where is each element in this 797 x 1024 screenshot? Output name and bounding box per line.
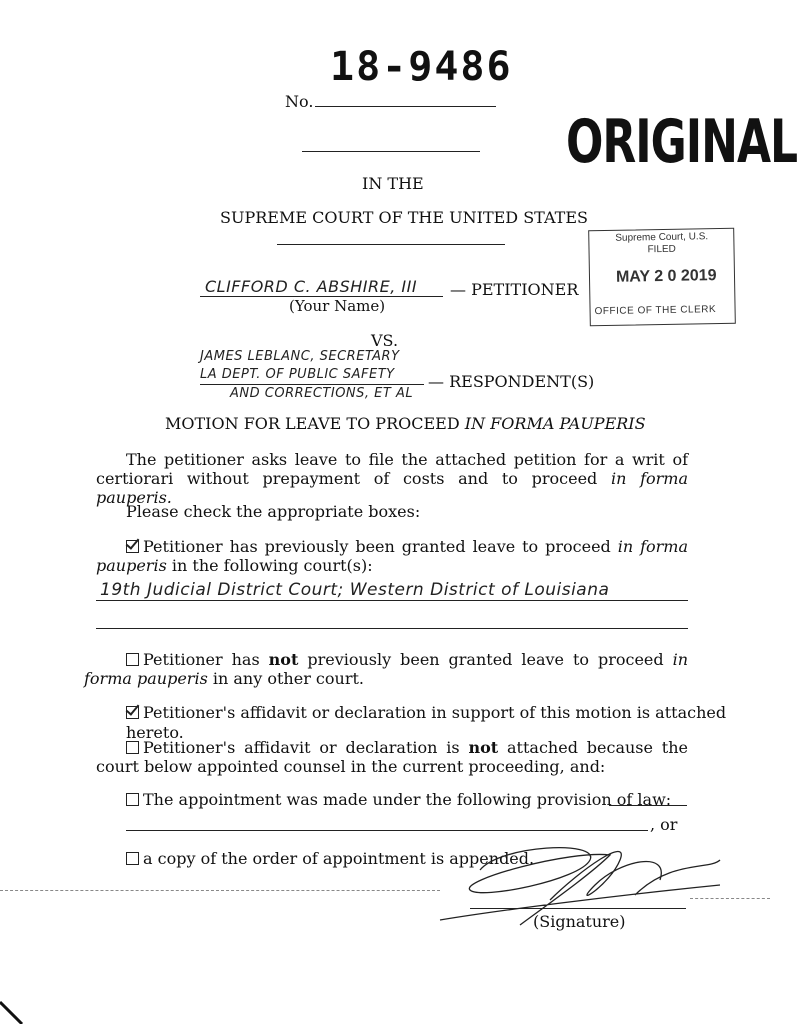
- court-name: SUPREME COURT OF THE UNITED STATES: [220, 208, 588, 227]
- header-divider: [302, 151, 480, 152]
- stamp-date: MAY 2 0 2019: [615, 267, 717, 286]
- respondent-line1: JAMES LEBLANC, SECRETARY: [200, 349, 400, 364]
- motion-title: [165, 414, 646, 434]
- case-number-line: [315, 106, 496, 107]
- or-text: , or: [650, 815, 678, 834]
- petitioner-caption: (Your Name): [289, 297, 386, 315]
- petitioner-role: — PETITIONER: [450, 280, 579, 299]
- option2-a: Petitioner has: [143, 650, 260, 669]
- versus-label: VS.: [371, 331, 399, 350]
- option6-checkbox[interactable]: [126, 852, 139, 865]
- option2-bold: not: [268, 650, 299, 669]
- intro-paragraph: [96, 450, 688, 507]
- scan-corner-mark: [0, 994, 30, 1024]
- respondent-role: — RESPONDENT(S): [428, 372, 595, 391]
- option4-a: Petitioner's affidavit or declaration is: [143, 738, 460, 757]
- signature-line: [470, 908, 686, 909]
- option2-c: in any other court.: [212, 669, 364, 688]
- option4: [96, 738, 688, 776]
- option1-handwritten: 19th Judicial District Court; Western District of Louisiana: [100, 580, 610, 600]
- respondent-line2: LA DEPT. OF PUBLIC SAFETY: [200, 367, 395, 382]
- option5-text: The appointment was made under the following provision of law:: [143, 790, 672, 809]
- option6-text: a copy of the order of appointment is appended.: [143, 849, 535, 868]
- option1-text: Petitioner has previously been granted leave to proceed: [143, 537, 611, 556]
- option5: [126, 790, 671, 810]
- stamp-line1: Supreme Court, U.S.: [615, 231, 709, 244]
- intro-text: The petitioner asks leave to file the attached petition for a writ of certiorari without prepayment of costs and to proceed: [96, 450, 688, 488]
- option2-b: previously been granted leave to proceed: [307, 650, 664, 669]
- case-number: 18-9486: [330, 44, 513, 90]
- option1-line2: [96, 628, 688, 629]
- stamp-line2: FILED: [647, 243, 676, 256]
- option1-line1: [96, 600, 688, 601]
- petitioner-name: CLIFFORD C. ABSHIRE, III: [205, 277, 418, 296]
- option2: [84, 650, 688, 688]
- original-stamp: ORIGINAL: [566, 108, 797, 177]
- respondent-line3: AND CORRECTIONS, ET AL: [230, 386, 414, 401]
- option4-b: attached because the court below appointed counsel in the current proceeding, and:: [96, 738, 688, 776]
- signature-caption: (Signature): [533, 912, 626, 931]
- in-the-heading: IN THE: [362, 174, 424, 193]
- motion-title-prefix: MOTION FOR LEAVE TO PROCEED: [165, 414, 460, 433]
- option5-line1: [609, 805, 687, 806]
- option1-tail: in the following court(s):: [171, 556, 373, 575]
- court-divider: [277, 244, 505, 245]
- scan-dash-right: [690, 898, 770, 899]
- option1: [96, 537, 688, 575]
- check-instruction: Please check the appropriate boxes:: [126, 502, 421, 521]
- scan-dash-left: [0, 890, 440, 891]
- option3-text: Petitioner's affidavit or declaration in support of this motion is attached hereto.: [126, 703, 727, 742]
- option5-line2: [126, 830, 648, 831]
- option2-checkbox[interactable]: [126, 653, 139, 666]
- option1-checkbox[interactable]: [126, 540, 139, 553]
- option2-italic: in forma pauperis: [84, 650, 689, 688]
- intro-italic: in forma pauperis.: [96, 469, 689, 507]
- option4-checkbox[interactable]: [126, 741, 139, 754]
- motion-title-italic: IN FORMA PAUPERIS: [464, 414, 646, 433]
- respondent-line: [200, 384, 424, 385]
- no-label: No.: [285, 92, 314, 111]
- stamp-office: OFFICE OF THE CLERK: [594, 304, 717, 318]
- option3-checkbox[interactable]: [126, 706, 139, 719]
- option1-italic: in forma pauperis: [96, 537, 689, 575]
- option4-bold: not: [468, 738, 499, 757]
- filed-stamp: [588, 228, 736, 327]
- option3: [126, 703, 770, 743]
- option5-checkbox[interactable]: [126, 793, 139, 806]
